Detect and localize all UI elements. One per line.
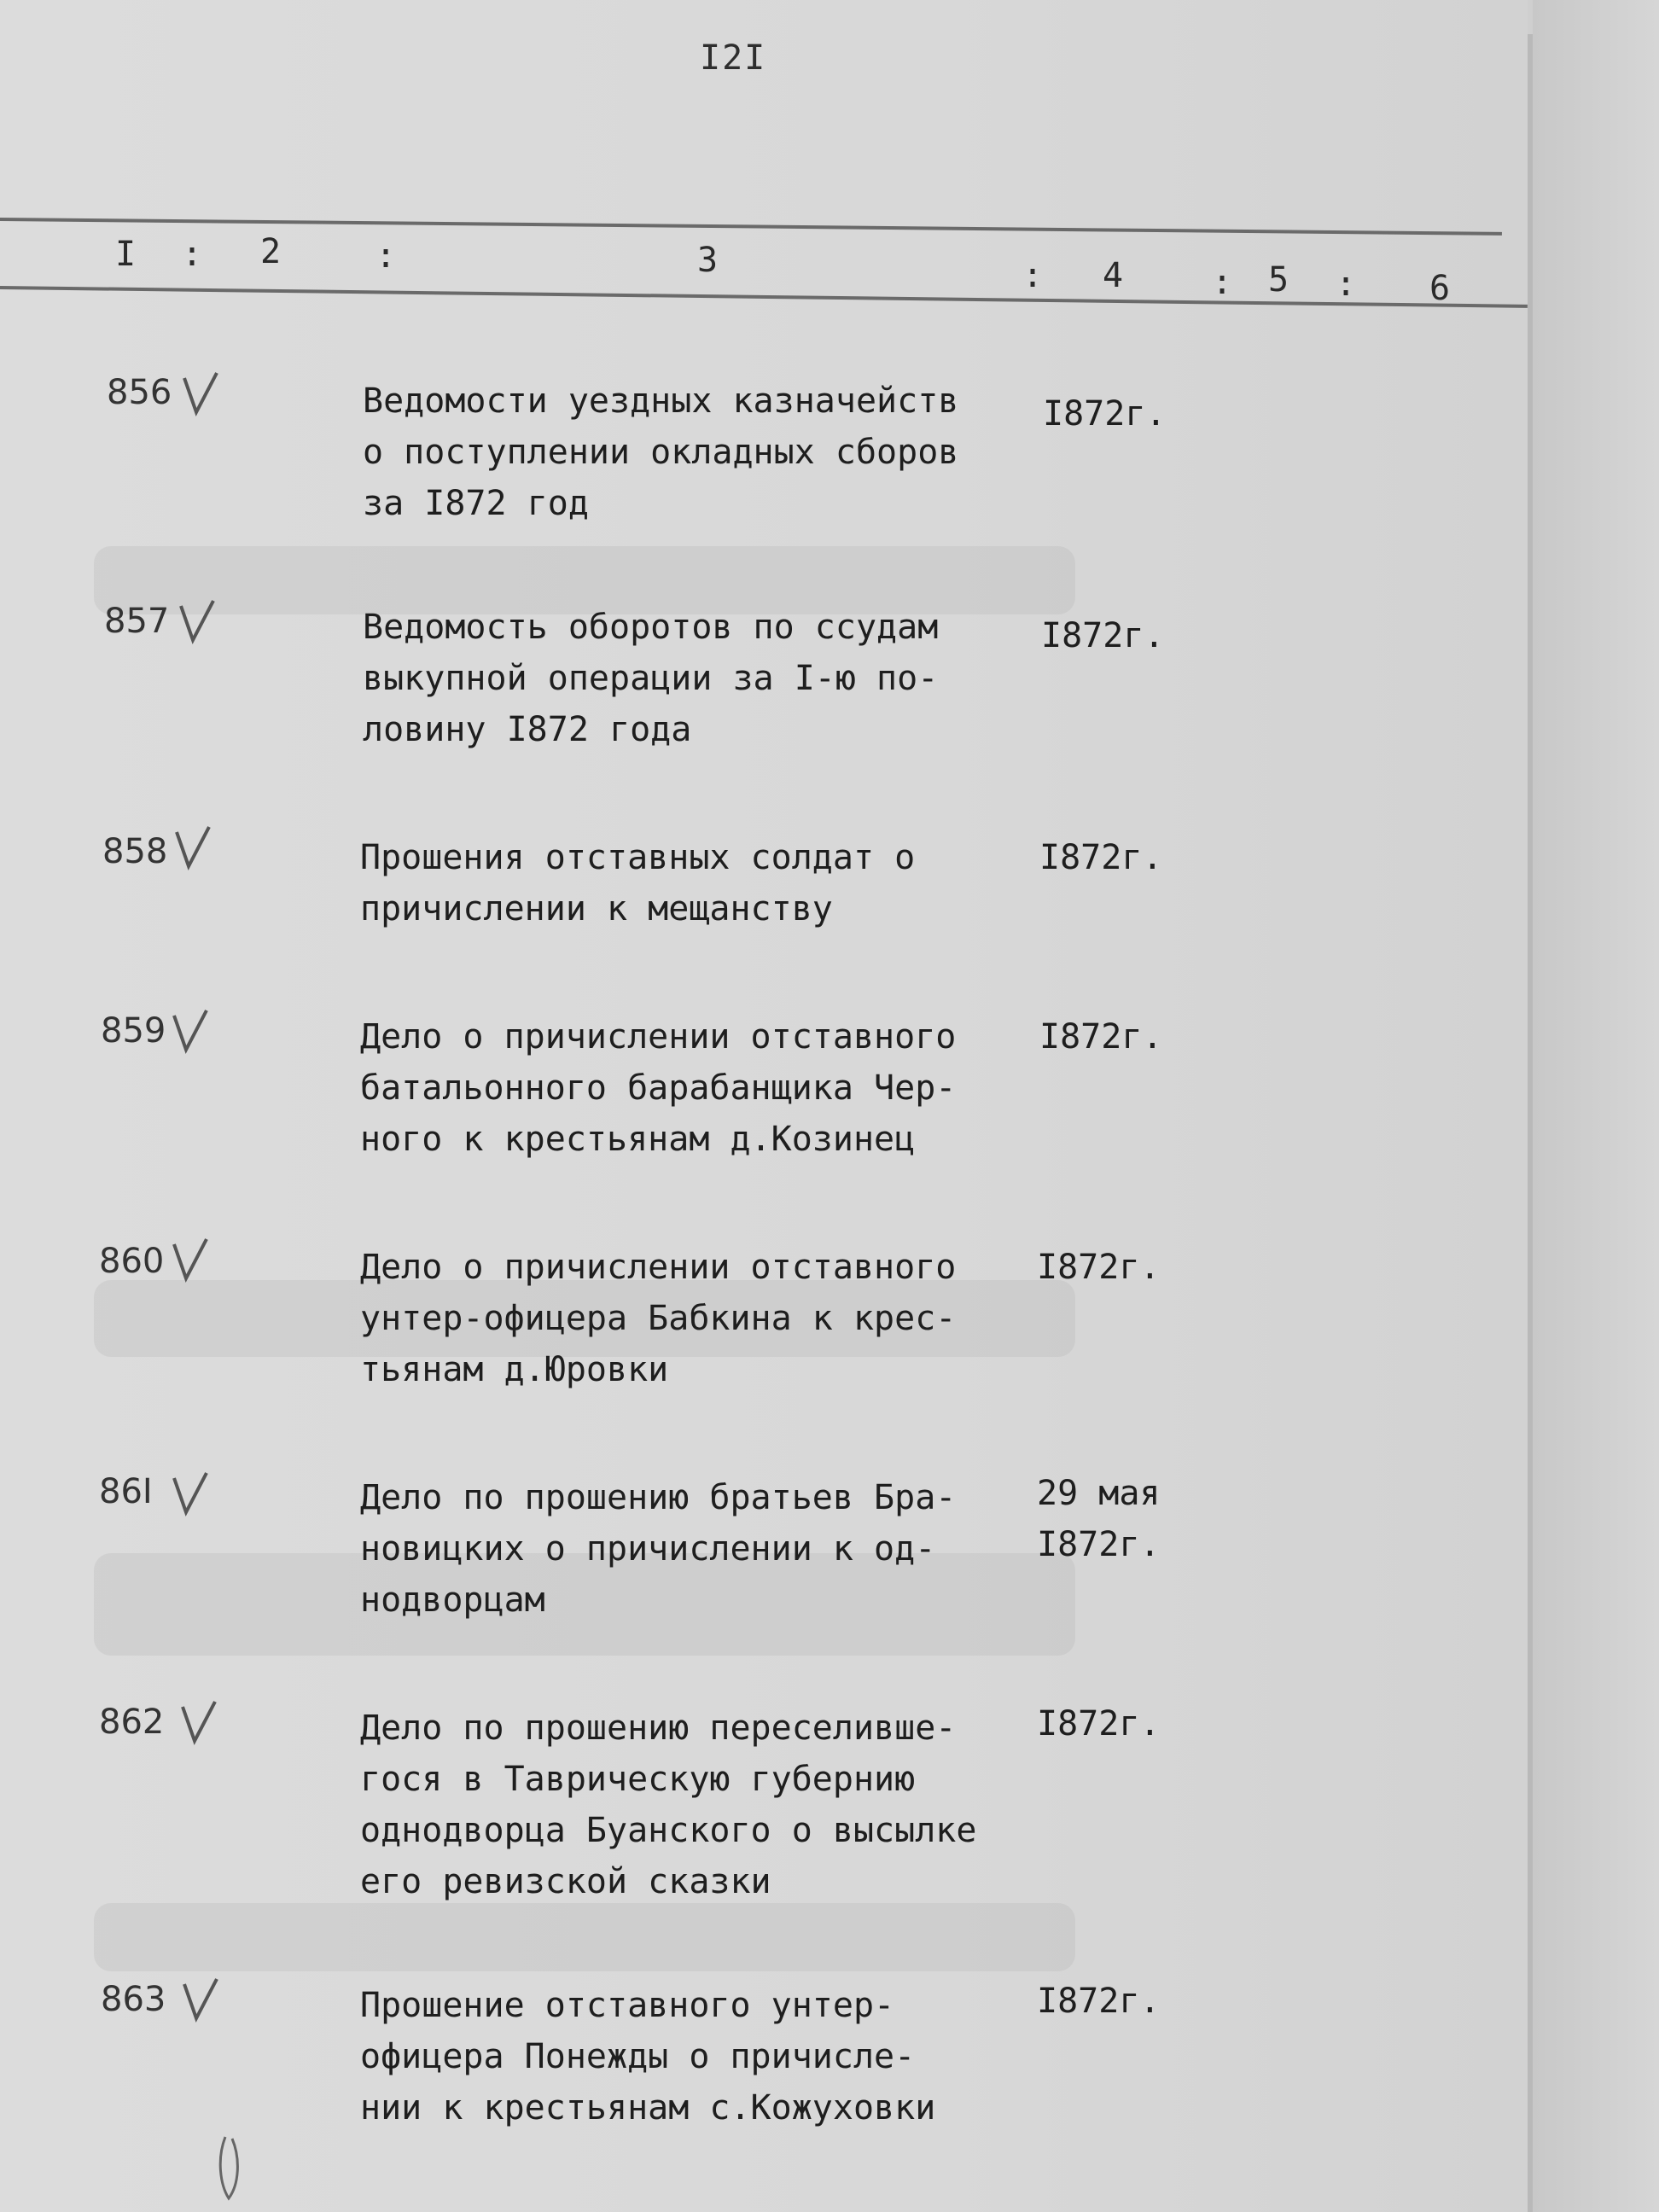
header-top-rule xyxy=(0,218,1502,236)
column-separator: : xyxy=(182,235,203,274)
entry-description: Ведомость оборотов по ссудам выкупной операции за I-ю по- ловину I872 года xyxy=(363,608,939,749)
entry-number: 856 xyxy=(107,373,172,412)
column-separator: : xyxy=(1212,263,1233,302)
column-header-6: 6 xyxy=(1429,269,1451,308)
entry-description: Дело по прошению братьев Бра- новицких о причислении к од- нодворцам xyxy=(360,1478,957,1620)
entry-description: Ведомости уездных казначейств о поступлении окладных сборов за I872 год xyxy=(363,381,959,523)
checkmark-icon xyxy=(181,1976,220,2023)
entry-description: Прошение отставного унтер- офицера Понежды о причисле- нии к крестьянам с.Кожуховки xyxy=(360,1986,936,2128)
checkmark-icon xyxy=(173,824,212,871)
checkmark-icon xyxy=(179,1698,218,1746)
entry-description: Дело о причислении отставного унтер-офицера Бабкина к крес- тьянам д.Юровки xyxy=(360,1248,957,1389)
column-separator: : xyxy=(1022,256,1044,295)
entry-date: I872г. xyxy=(1043,394,1167,434)
checkmark-icon xyxy=(181,370,220,417)
header-bottom-rule xyxy=(0,286,1528,308)
entry-date: I872г. xyxy=(1039,838,1163,877)
entry-number: 86I xyxy=(99,1472,153,1511)
entry-number: 857 xyxy=(104,602,170,641)
entry-number: 858 xyxy=(102,832,168,871)
entry-date: I872г. xyxy=(1037,1248,1161,1287)
column-separator: : xyxy=(375,236,397,276)
entry-date: 29 мая I872г. xyxy=(1037,1474,1161,1564)
entry-date: I872г. xyxy=(1041,616,1165,655)
entry-date: I872г. xyxy=(1039,1017,1163,1057)
checkmark-icon xyxy=(171,1007,210,1055)
entry-number: 863 xyxy=(101,1980,166,2019)
column-header-5: 5 xyxy=(1268,260,1289,300)
entry-date: I872г. xyxy=(1037,1704,1161,1743)
column-header-4: 4 xyxy=(1103,256,1124,295)
entry-number: 862 xyxy=(99,1703,165,1742)
entry-date: I872г. xyxy=(1037,1982,1161,2021)
page-number: I2I xyxy=(700,38,767,78)
entry-description: Прошения отставных солдат о причислении к мещанству xyxy=(360,838,916,928)
pencil-mark-icon xyxy=(213,2133,247,2202)
checkmark-icon xyxy=(171,1236,210,1284)
underlying-sheet xyxy=(1533,0,1659,2212)
column-separator: : xyxy=(1336,265,1357,304)
entry-description: Дело по прошению переселивше- гося в Таврическую губернию однодворца Буанского о высылке его ревизской сказки xyxy=(360,1708,977,1901)
column-header-1: I xyxy=(115,235,137,274)
column-header-3: 3 xyxy=(697,241,719,280)
entry-number: 860 xyxy=(99,1242,165,1281)
checkmark-icon xyxy=(178,597,217,645)
checkmark-icon xyxy=(171,1470,210,1517)
entry-number: 859 xyxy=(101,1011,166,1051)
entry-description: Дело о причислении отставного батальонного барабанщика Чер- ного к крестьянам д.Козинец xyxy=(360,1017,957,1159)
column-header-2: 2 xyxy=(260,232,282,271)
